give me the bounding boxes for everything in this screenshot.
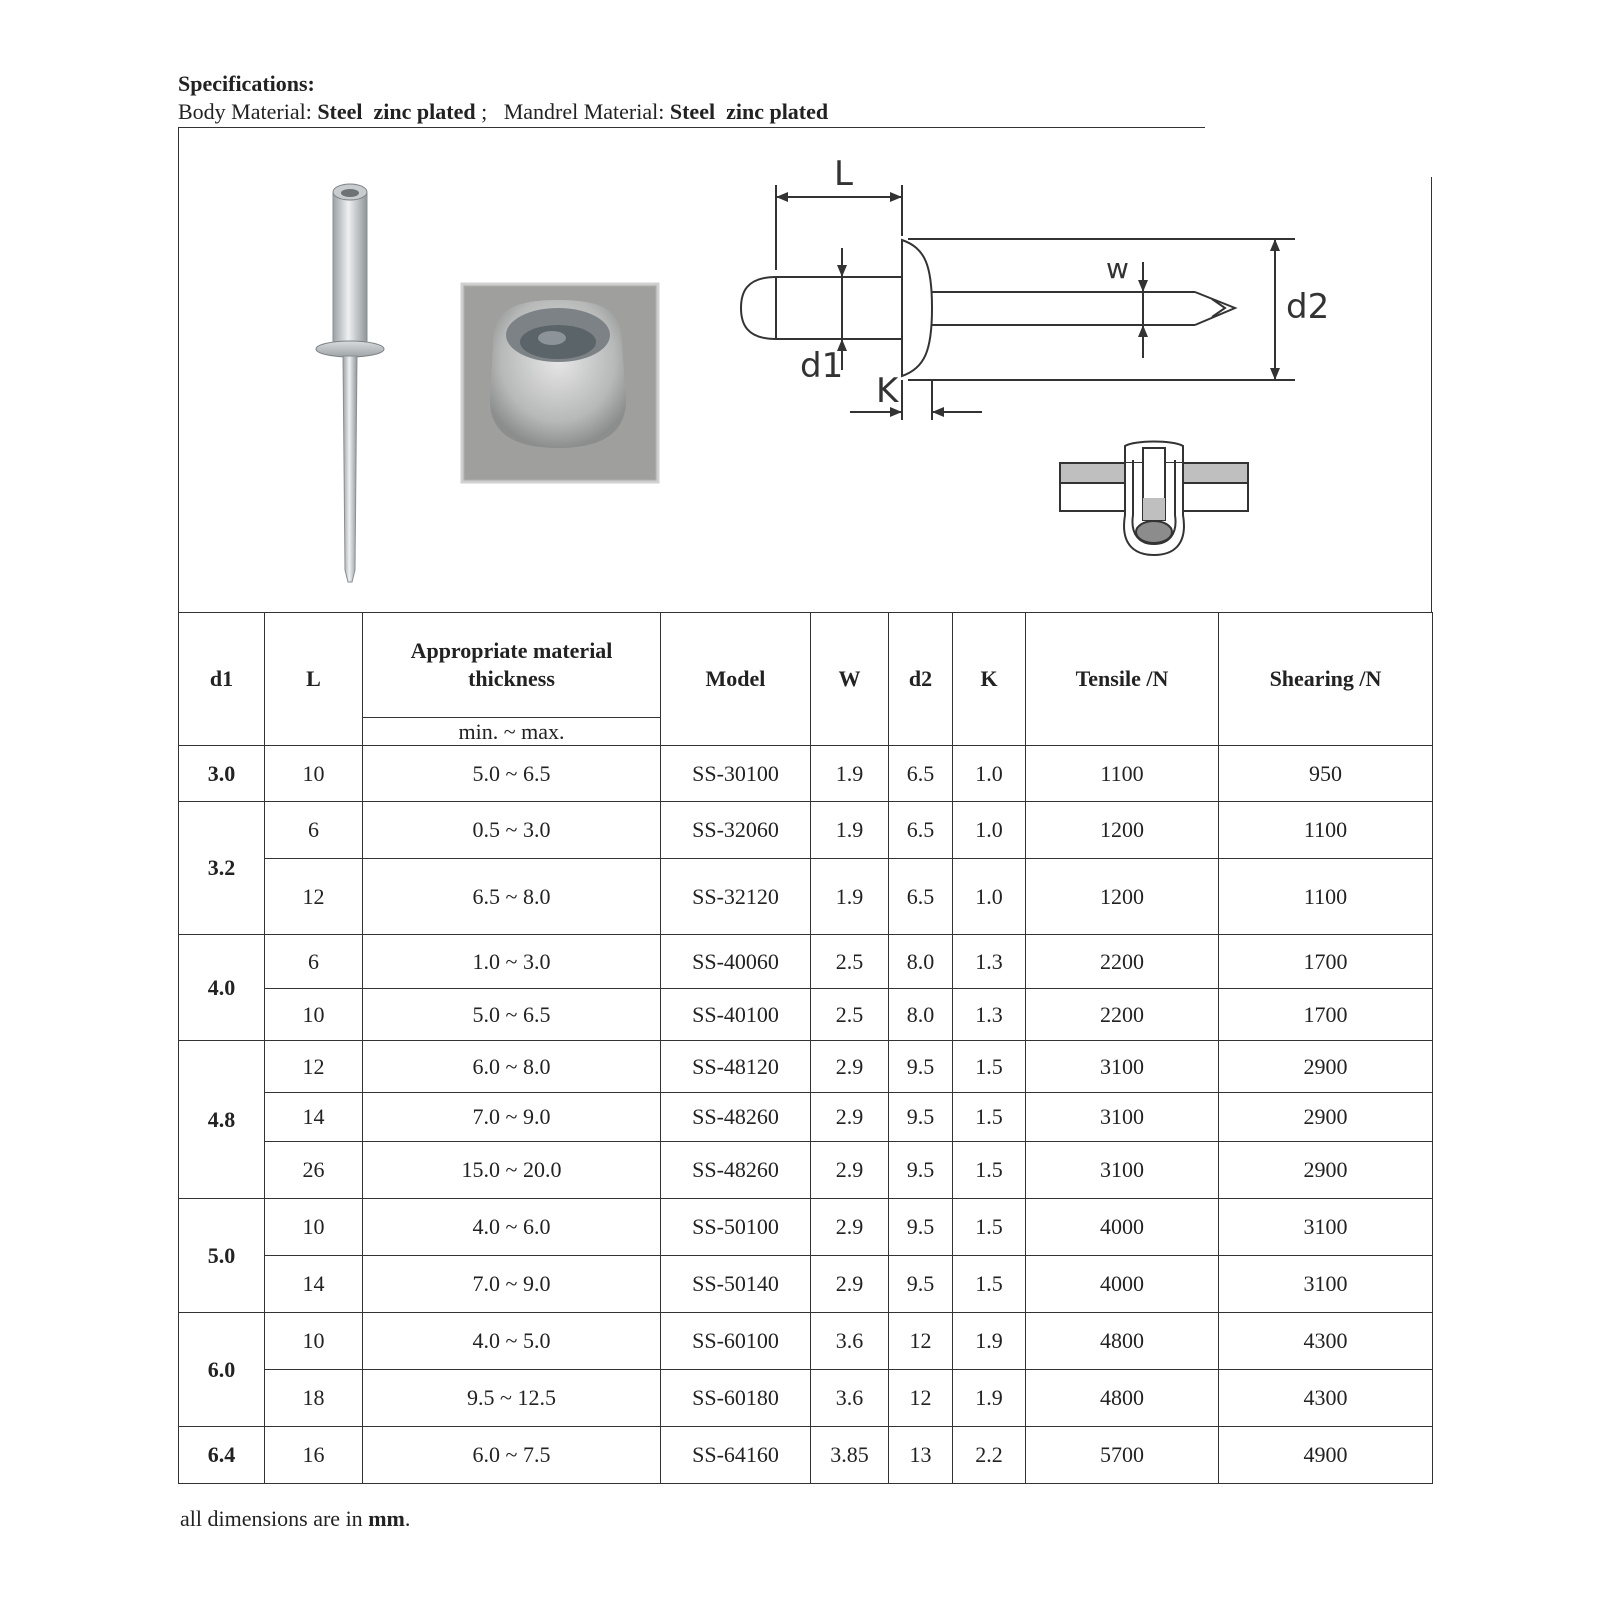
mandrel-material-value: Steel zinc plated [669,99,829,124]
header-thickness [363,613,661,718]
footnote-unit: mm [368,1506,405,1531]
cell-tensile: 1100 [1026,746,1219,802]
cell-d1: 3.0 [179,746,265,802]
header-shearing: Shearing /N [1219,613,1433,746]
cell-shearing: 1700 [1219,989,1433,1041]
mandrel-material-label: Mandrel Material: [503,99,665,124]
cell-K: 1.5 [953,1199,1026,1256]
cell-W: 1.9 [811,802,889,859]
cell-shearing: 1700 [1219,935,1433,989]
cell-W: 2.9 [811,1256,889,1313]
label-d2: d2 [1286,287,1330,327]
cell-d2: 9.5 [889,1041,953,1093]
table-row [179,1199,1433,1256]
cell-d2: 6.5 [889,746,953,802]
cell-thickness: 6.5 ~ 8.0 [363,859,661,935]
cell-K: 1.0 [953,802,1026,859]
cell-tensile: 3100 [1026,1041,1219,1093]
cell-L: 10 [265,1199,363,1256]
cell-d1: 4.8 [179,1041,265,1199]
cell-thickness: 7.0 ~ 9.0 [363,1093,661,1142]
cell-L: 12 [265,859,363,935]
cell-shearing: 950 [1219,746,1433,802]
cell-thickness: 6.0 ~ 8.0 [363,1041,661,1093]
cell-W: 3.6 [811,1370,889,1427]
cell-L: 10 [265,746,363,802]
body-material-label: Body Material: [178,99,312,124]
label-L: L [834,154,853,194]
cell-model: SS-50100 [661,1199,811,1256]
cell-model: SS-40060 [661,935,811,989]
cell-shearing: 4900 [1219,1427,1433,1484]
cell-tensile: 4000 [1026,1199,1219,1256]
cell-d1: 6.4 [179,1427,265,1484]
cell-shearing: 3100 [1219,1199,1433,1256]
label-w: w [1106,252,1129,285]
cell-K: 1.5 [953,1041,1026,1093]
cell-W: 2.9 [811,1199,889,1256]
table-row [179,1313,1433,1370]
cell-thickness: 0.5 ~ 3.0 [363,802,661,859]
cell-K: 1.9 [953,1313,1026,1370]
cell-d1: 4.0 [179,935,265,1041]
header-L: L [265,613,363,746]
cell-tensile: 3100 [1026,1142,1219,1199]
header-tensile: Tensile /N [1026,613,1219,746]
cell-d1: 3.2 [179,802,265,935]
cell-L: 12 [265,1041,363,1093]
header-d1: d1 [179,613,265,746]
cell-K: 1.5 [953,1256,1026,1313]
cell-model: SS-32060 [661,802,811,859]
cell-d2: 8.0 [889,989,953,1041]
cell-d2: 12 [889,1313,953,1370]
installed-section-drawing [1060,442,1248,556]
cell-L: 26 [265,1142,363,1199]
cell-model: SS-30100 [661,746,811,802]
rivet-illustrations [0,0,1600,620]
cell-shearing: 1100 [1219,859,1433,935]
cell-thickness: 9.5 ~ 12.5 [363,1370,661,1427]
cell-d2: 9.5 [889,1093,953,1142]
cell-d2: 9.5 [889,1256,953,1313]
footnote-suffix: . [404,1506,411,1531]
specification-table [178,612,1433,1484]
cell-L: 14 [265,1093,363,1142]
cell-model: SS-48120 [661,1041,811,1093]
cell-W: 2.5 [811,989,889,1041]
table-row [179,1142,1433,1199]
cell-thickness: 6.0 ~ 7.5 [363,1427,661,1484]
cell-W: 3.6 [811,1313,889,1370]
cell-shearing: 3100 [1219,1256,1433,1313]
cell-d2: 9.5 [889,1199,953,1256]
table-row [179,1427,1433,1484]
header-thickness-sub: min. ~ max. [363,718,661,746]
cell-K: 1.5 [953,1093,1026,1142]
cell-L: 10 [265,989,363,1041]
header-W: W [811,613,889,746]
cell-thickness: 4.0 ~ 6.0 [363,1199,661,1256]
cell-shearing: 2900 [1219,1041,1433,1093]
header-d2: d2 [889,613,953,746]
cell-tensile: 2200 [1026,989,1219,1041]
cell-shearing: 2900 [1219,1093,1433,1142]
specification-rows [179,746,1433,1484]
cell-model: SS-40100 [661,989,811,1041]
cell-thickness: 1.0 ~ 3.0 [363,935,661,989]
table-row [179,989,1433,1041]
table-row [179,1370,1433,1427]
cell-tensile: 1200 [1026,802,1219,859]
cell-model: SS-64160 [661,1427,811,1484]
cell-d2: 9.5 [889,1142,953,1199]
cell-W: 1.9 [811,859,889,935]
cell-d2: 13 [889,1427,953,1484]
cell-thickness: 7.0 ~ 9.0 [363,1256,661,1313]
cell-W: 1.9 [811,746,889,802]
cell-L: 16 [265,1427,363,1484]
cell-K: 1.3 [953,935,1026,989]
materials-separator: ; [481,99,488,124]
cell-K: 1.3 [953,989,1026,1041]
cell-thickness: 4.0 ~ 5.0 [363,1313,661,1370]
cell-L: 18 [265,1370,363,1427]
cell-L: 10 [265,1313,363,1370]
cell-tensile: 4000 [1026,1256,1219,1313]
cell-tensile: 4800 [1026,1313,1219,1370]
cell-tensile: 1200 [1026,859,1219,935]
table-row [179,1041,1433,1093]
cell-d2: 8.0 [889,935,953,989]
cell-model: SS-60100 [661,1313,811,1370]
footnote-text: all dimensions are in [180,1506,363,1531]
cell-L: 6 [265,802,363,859]
cell-model: SS-48260 [661,1142,811,1199]
label-K: K [876,371,899,411]
cell-K: 1.0 [953,746,1026,802]
cell-tensile: 4800 [1026,1370,1219,1427]
cell-K: 1.0 [953,859,1026,935]
cell-d1: 6.0 [179,1313,265,1427]
cell-model: SS-48260 [661,1093,811,1142]
installed-rivet-photo [462,284,658,482]
cell-d2: 6.5 [889,859,953,935]
specifications-title: Specifications: [178,71,315,96]
cell-d1: 5.0 [179,1199,265,1313]
cell-tensile: 3100 [1026,1093,1219,1142]
cell-d2: 6.5 [889,802,953,859]
cell-W: 2.5 [811,935,889,989]
cell-K: 1.5 [953,1142,1026,1199]
cell-shearing: 4300 [1219,1313,1433,1370]
cell-L: 6 [265,935,363,989]
cell-W: 2.9 [811,1041,889,1093]
cell-shearing: 2900 [1219,1142,1433,1199]
table-row [179,859,1433,935]
rivet-photo [316,184,384,582]
table-row [179,802,1433,859]
cell-W: 2.9 [811,1093,889,1142]
cell-model: SS-60180 [661,1370,811,1427]
dimension-labels [800,154,1329,411]
header-thickness-text: Appropriate material thickness [410,638,613,691]
cell-K: 1.9 [953,1370,1026,1427]
table-row [179,935,1433,989]
cell-W: 3.85 [811,1427,889,1484]
table-row [179,1256,1433,1313]
cell-thickness: 5.0 ~ 6.5 [363,746,661,802]
cell-K: 2.2 [953,1427,1026,1484]
cell-shearing: 1100 [1219,802,1433,859]
header-K: K [953,613,1026,746]
table-row [179,746,1433,802]
cell-thickness: 5.0 ~ 6.5 [363,989,661,1041]
cell-L: 14 [265,1256,363,1313]
label-d1: d1 [800,346,844,386]
table-row [179,1093,1433,1142]
cell-tensile: 2200 [1026,935,1219,989]
cell-model: SS-50140 [661,1256,811,1313]
cell-d2: 12 [889,1370,953,1427]
footnote [180,1506,410,1532]
cell-thickness: 15.0 ~ 20.0 [363,1142,661,1199]
header-model: Model [661,613,811,746]
cell-W: 2.9 [811,1142,889,1199]
cell-model: SS-32120 [661,859,811,935]
body-material-value: Steel zinc plated [317,99,476,124]
cell-tensile: 5700 [1026,1427,1219,1484]
cell-shearing: 4300 [1219,1370,1433,1427]
